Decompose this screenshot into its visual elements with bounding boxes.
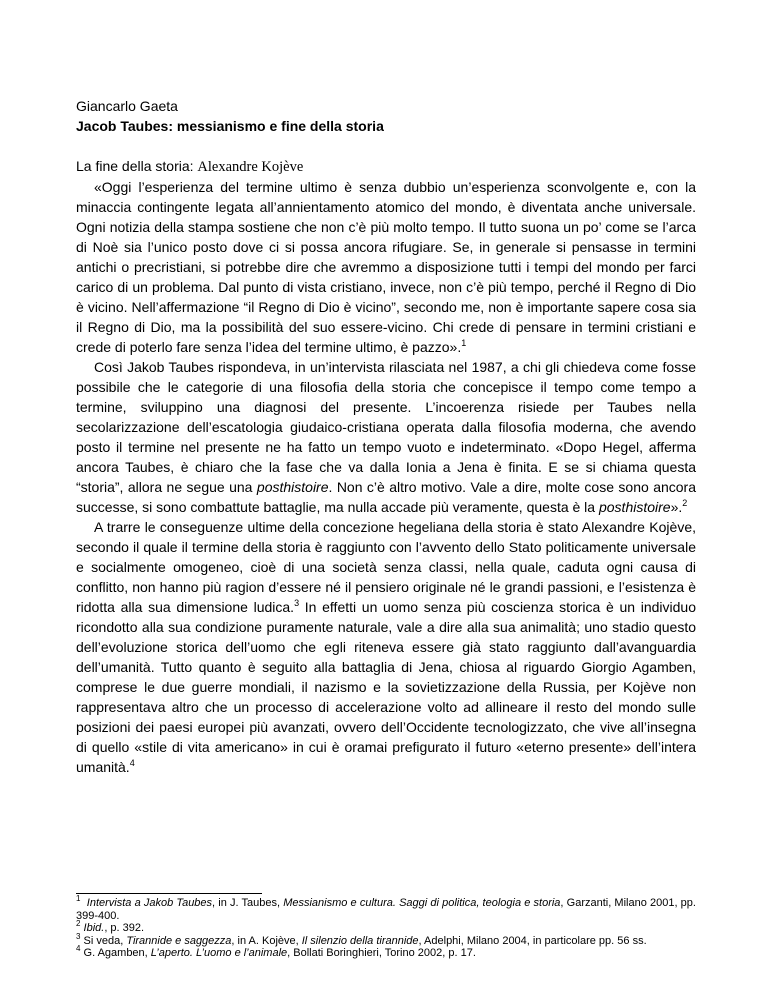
footnote-1	[76, 894, 696, 922]
footnote-ref-2[interactable]: 2	[682, 498, 688, 508]
footnote-1-number: 1	[76, 894, 81, 903]
paragraph-2-text-a: Così Jakob Taubes rispondeva, in un’intervista rilasciata nel 1987, a chi gli chiedeva come fosse possibile che le categorie di una filosofia della storia che concepisce il tempo come tempo a termine, sviluppino una diagnosi del presente. L’incoerenza risiede per Taubes nella secolarizzazione dell’escatologia giudaico-cristiana operata dalla filosofia moderna, che avendo posto il termine nel presente ne ha fatto un tempo vuoto e indeterminato. «Dopo Hegel, afferma ancora Taubes, è chiaro che la fase che va dalla Ionia a Jena è finita. E se si chiama questa “storia”, allora ne segue una	[76, 359, 696, 495]
footnotes-section	[76, 893, 696, 960]
footnote-3-text-a: Si veda,	[83, 934, 127, 947]
footnote-2	[76, 919, 696, 935]
footnote-2-emphasis-1: Ibid.	[83, 922, 105, 934]
footnote-4-emphasis-1: L’aperto. L’uomo e l’animale	[150, 947, 288, 959]
footnote-4	[76, 944, 696, 960]
footnote-1-emphasis-2: Messianismo e cultura. Saggi di politica, teologia e storia	[283, 897, 561, 909]
footnote-4-number: 4	[76, 944, 81, 953]
footnote-3	[76, 931, 696, 948]
article-title: Jacob Taubes: messianismo e fine della storia	[76, 118, 384, 134]
paragraph-2	[76, 357, 696, 517]
footnote-1-text-a: , in J. Taubes,	[212, 897, 284, 909]
footnote-3-emphasis-1: Tirannide e saggezza	[126, 934, 232, 947]
paragraph-2-emphasis-1: posthistoire	[256, 479, 329, 495]
paragraph-3	[76, 517, 696, 777]
footnote-ref-4[interactable]: 4	[129, 758, 135, 768]
paragraph-2-text-b: . Non c’è altro motivo. Vale a dire, molte cose sono ancora successe, si sono combattute battaglie, ma nulla accade più veramente, questa è la	[76, 479, 696, 515]
paragraph-2-emphasis-2: posthistoire	[598, 499, 671, 515]
paragraph-1	[76, 177, 696, 357]
footnote-3-text-b: , in A. Kojève,	[231, 934, 302, 947]
author-name: Giancarlo Gaeta	[76, 98, 178, 114]
footnote-2-number: 2	[76, 919, 81, 928]
footnote-1-text-b: , Garzanti, Milano 2001, pp. 399-400.	[76, 897, 696, 922]
footnote-2-text-a: , p. 392.	[104, 922, 145, 934]
footnote-3-emphasis-2: Il silenzio della tirannide	[301, 934, 419, 947]
section-heading	[76, 156, 696, 177]
footnote-ref-1[interactable]: 1	[461, 338, 467, 348]
footnote-3-text-c: , Adelphi, Milano 2004, in particolare pp. 56 ss.	[418, 934, 647, 947]
footnote-4-text-a: G. Agamben,	[83, 947, 151, 959]
paragraph-2-text-c: ».	[670, 499, 683, 515]
footnote-4-text-b: , Bollati Boringhieri, Torino 2002, p. 17.	[287, 947, 476, 959]
footnote-ref-3[interactable]: 3	[294, 598, 300, 608]
footnote-1-emphasis-1: Intervista a Jakob Taubes	[86, 897, 213, 909]
section-heading-prefix: La fine della storia:	[76, 158, 194, 174]
paragraph-3-text-a: A trarre le conseguenze ultime della concezione hegeliana della storia è stato Alexandre Kojève, secondo il quale il termine della storia è raggiunto con l’avvento dello Stato politicamente universale e socialmente omogeneo, cioè di una società senza classi, nella quale, caduta ogni causa di conflitto, non hanno più ragion d’essere né il pensiero originale né le grandi passioni, e l’esistenza è ridotta alla sua dimensione ludica.	[76, 519, 696, 615]
paragraph-1-text: «Oggi l’esperienza del termine ultimo è senza dubbio un’esperienza sconvolgente e, con la minaccia contingente legata all’annientamento atomico del mondo, è diventata anche universale. Ogni notizia della stampa sostiene che non c’è più molto tempo. Il tutto suona un po’ come se l’arca di Noè sia l’unico posto dove ci si possa ancora rifugiare. Se, in generale si pensasse in termini antichi o precristiani, si potrebbe dire che avremmo a disposizione tutti i tempi del mondo per farci carico di un problema. Dal punto di vista cristiano, invece, non c’è più tempo, perché il Regno di Dio è vicino. Nell’affermazione “il Regno di Dio è vicino”, secondo me, non è importante sapere cosa sia il Regno di Dio, ma la possibilità del suo essere-vicino. Chi crede di pensare in termini cristiani e crede di poterlo fare senza l’idea del termine ultimo, è pazzo».	[76, 179, 696, 355]
paragraph-3-text-b: In effetti un uomo senza più coscienza storica è un individuo ricondotto alla sua condizione puramente naturale, vale a dire alla sua animalità; uno stadio questo dell’evoluzione storica dell’uomo che egli riteneva essere già stato raggiunto dall’avanguardia dell’umanità. Tutto quanto è seguito alla battaglia di Jena, chiosa al riguardo Giorgio Agamben, comprese le due guerre mondiali, il nazismo e la sovietizzazione della Russia, per Kojève non rappresentava altro che un processo di accelerazione volto ad allineare il resto del mondo sulle posizioni dei paesi europei più avanzati, ovvero dell’Occidente tecnologizzato, che vive all’insegna di quello «stile di vita americano» in cui è oramai prefigurato il futuro «eterno presente» dell’intera umanità.	[76, 599, 696, 775]
section-heading-name: Alexandre Kojève	[197, 159, 304, 175]
document-page	[76, 96, 696, 777]
footnote-3-number: 3	[76, 931, 81, 941]
footnote-separator	[76, 893, 262, 894]
